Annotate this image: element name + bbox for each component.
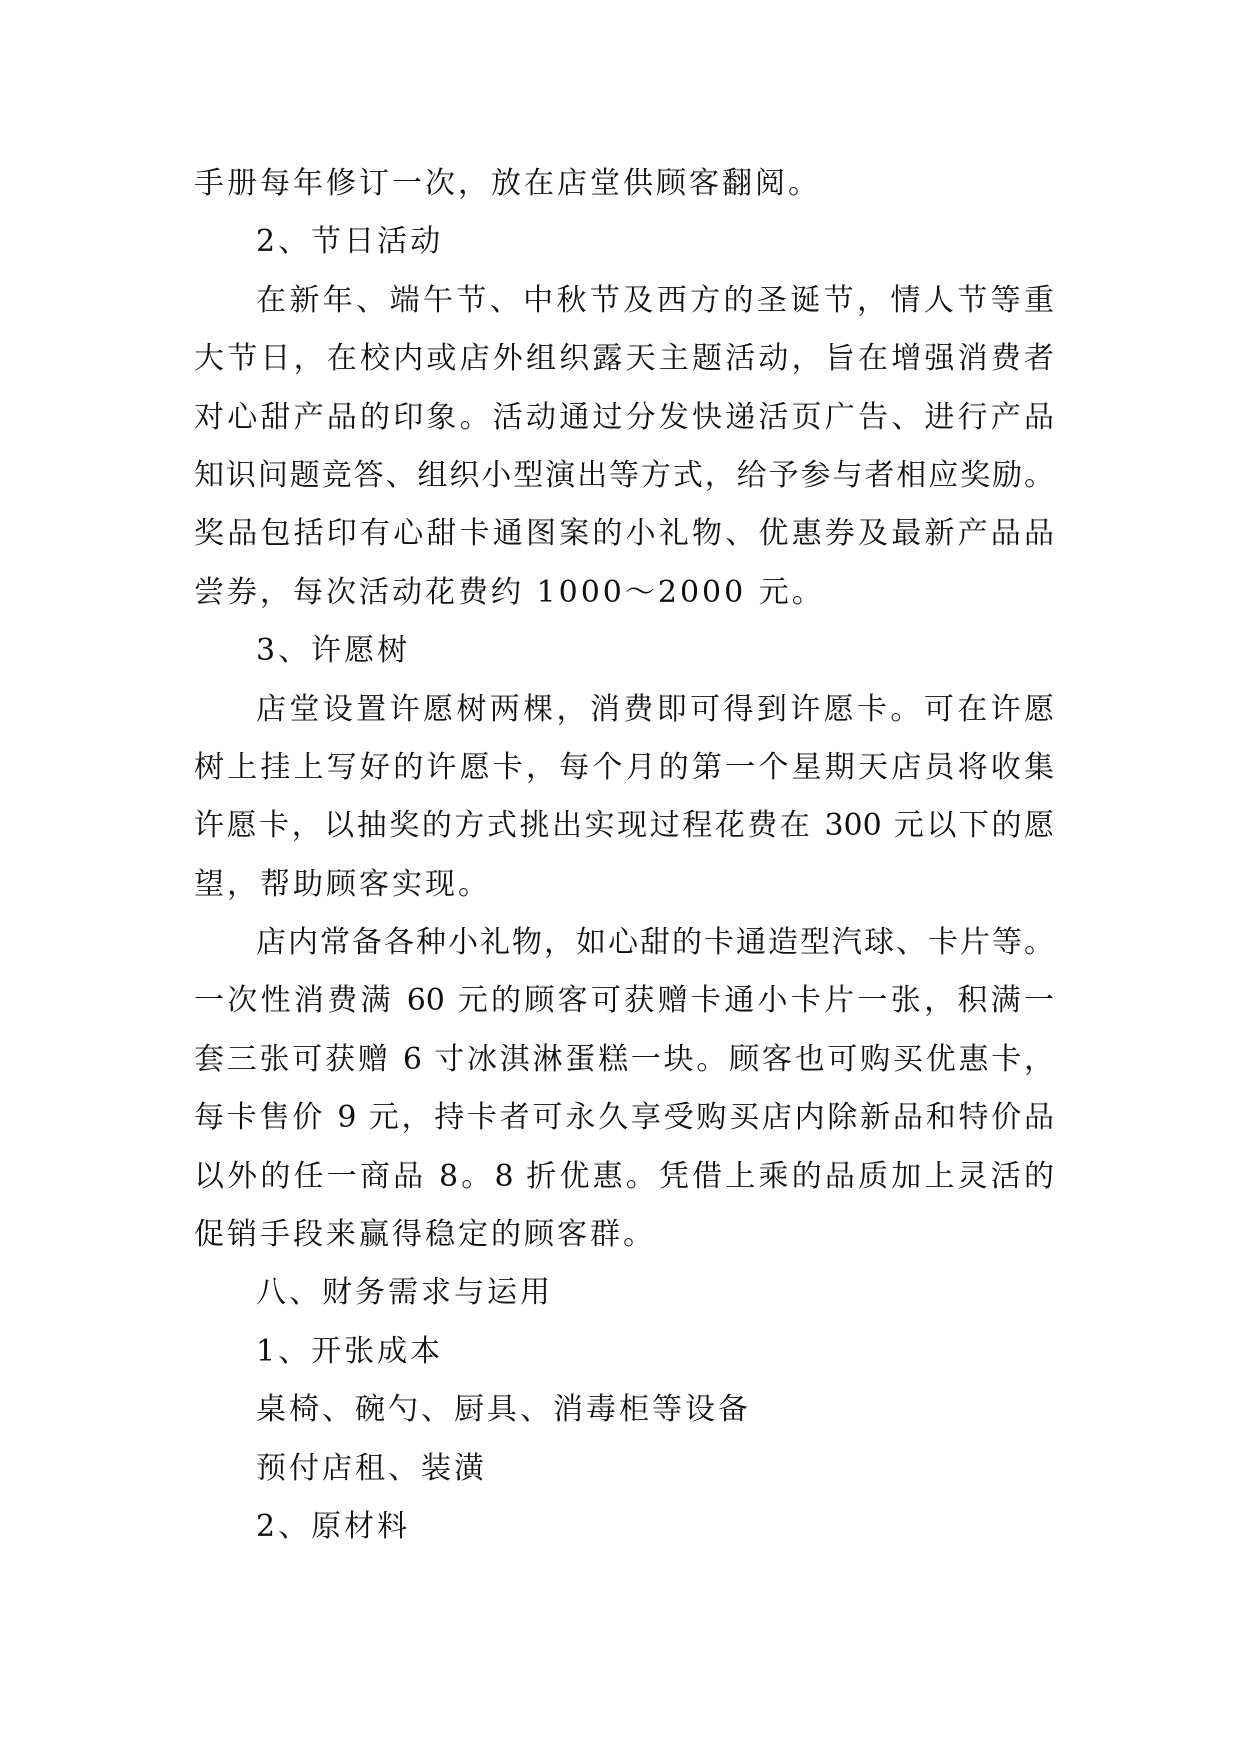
text-line: 奖品包括印有心甜卡通图案的小礼物、优惠券及最新产品品 — [194, 516, 1054, 552]
text-line: 2、节日活动 — [256, 224, 444, 260]
text-line: 手册每年修订一次，放在店堂供顾客翻阅。 — [194, 166, 821, 201]
text-line: 套三张可获赠 6 寸冰淇淋蛋糕一块。顾客也可购买优惠卡， — [194, 1041, 1054, 1077]
text-line: 以外的任一商品 8。8 折优惠。凭借上乘的品质加上灵活的 — [194, 1158, 1054, 1194]
text-line: 树上挂上写好的许愿卡，每个月的第一个星期天店员将收集 — [194, 749, 1054, 785]
text-line: 八、财务需求与运用 — [256, 1275, 553, 1311]
text-line: 店堂设置许愿树两棵，消费即可得到许愿卡。可在许愿 — [256, 691, 1054, 727]
text-line: 尝券，每次活动花费约 1000～2000 元。 — [194, 574, 825, 610]
text-line: 知识问题竞答、组织小型演出等方式，给予参与者相应奖励。 — [194, 457, 1054, 493]
text-line: 在新年、端午节、中秋节及西方的圣诞节，情人节等重 — [256, 282, 1054, 318]
document-body — [194, 155, 1054, 1556]
text-line: 店内常备各种小礼物，如心甜的卡通造型汽球、卡片等。 — [256, 925, 1054, 961]
text-line: 2、原材料 — [256, 1508, 411, 1544]
text-line: 3、许愿树 — [256, 633, 411, 669]
text-line: 预付店租、装潢 — [256, 1450, 487, 1486]
text-line: 大节日，在校内或店外组织露天主题活动，旨在增强消费者 — [194, 341, 1054, 377]
text-line: 一次性消费满 60 元的顾客可获赠卡通小卡片一张，积满一 — [194, 983, 1054, 1019]
text-line: 每卡售价 9 元，持卡者可永久享受购买店内除新品和特价品 — [194, 1100, 1054, 1136]
text-line: 促销手段来赢得稳定的顾客群。 — [194, 1217, 656, 1253]
text-line: 1、开张成本 — [256, 1333, 444, 1369]
text-line: 许愿卡，以抽奖的方式挑出实现过程花费在 300 元以下的愿 — [194, 808, 1054, 844]
text-line: 桌椅、碗勺、厨具、消毒柜等设备 — [256, 1392, 751, 1428]
text-line: 对心甜产品的印象。活动通过分发快递活页广告、进行产品 — [194, 399, 1054, 435]
text-line: 望，帮助顾客实现。 — [194, 866, 491, 902]
